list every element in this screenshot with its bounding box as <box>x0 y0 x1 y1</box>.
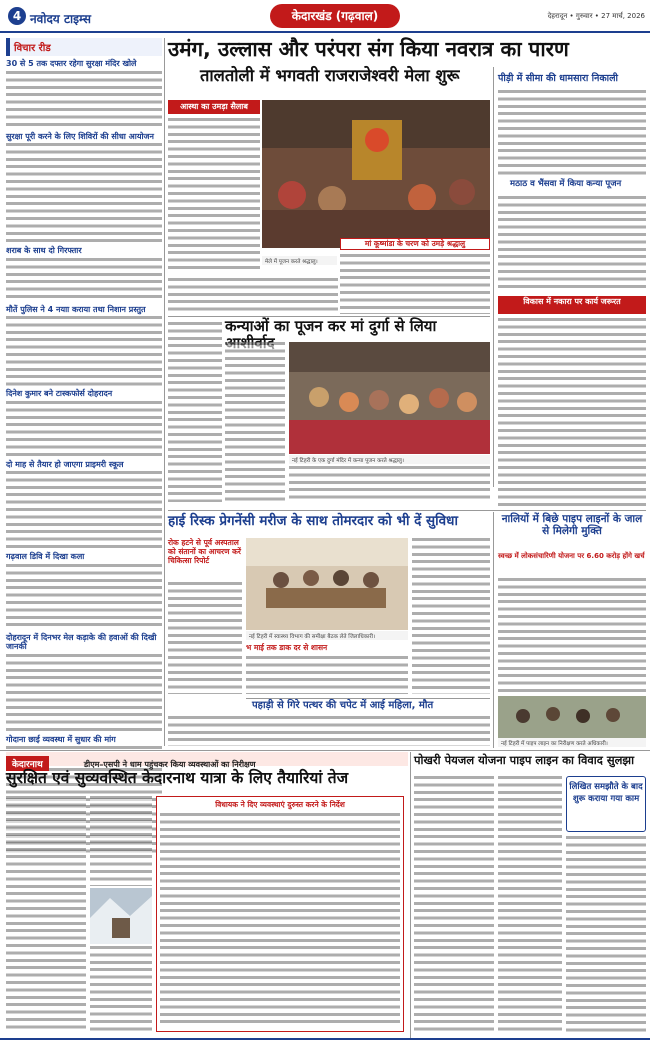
kedarnath-strap: डीएम–एसपी ने धाम पहुंचकर किया व्यवस्थाओं का निरीक्षण <box>83 760 256 769</box>
footer-rule <box>0 1038 650 1040</box>
pokhri-body-2 <box>498 776 562 1032</box>
left-story-body <box>6 401 162 457</box>
main-banner-headline: उमंग, उल्लास और परंपरा संग किया नवरात्र का पारण <box>168 37 569 61</box>
page-number-badge <box>8 7 26 25</box>
left-story-headline: शराब के साथ दो गिरफ्तार <box>6 246 82 255</box>
kanya-body-col2 <box>225 342 285 502</box>
left-story-headline: गढ़वाल डिवि में दिखा कला <box>6 552 85 561</box>
mela-quote-box <box>340 238 490 250</box>
risk-boxed-head: भ माई तक डाक दर से शासन <box>246 643 328 652</box>
left-column <box>6 38 162 746</box>
pokhri-body-3 <box>566 836 646 1032</box>
kedarnath-body-1 <box>6 796 86 1032</box>
right-top-body-2 <box>498 196 646 292</box>
left-story-headline: दिनेश कुमार बने टास्कफोर्स दोहरादन <box>6 389 113 398</box>
left-story <box>6 633 162 732</box>
pokhri-quote: लिखित समझौते के बाद शुरू कराया गया काम <box>569 782 643 804</box>
kanya-body-left <box>168 322 222 502</box>
mela-photo <box>262 100 490 248</box>
left-story-headline: दोहरादून में दिनभर मेल कड़ाके की हवाओं की दिखी जानकी <box>6 632 157 651</box>
mela-kicker <box>168 100 260 114</box>
kanya-body-below-photo <box>289 466 490 502</box>
left-story <box>6 389 162 457</box>
pokhri-headline: पोखरी पेयजल योजना पाइप लाइन का विवाद सुलझा <box>414 753 635 767</box>
pokhri-divider <box>410 752 411 1038</box>
kedarnath-strap-bar <box>6 752 408 770</box>
kanya-photo-graphic <box>289 342 490 454</box>
pipe-divider <box>493 512 494 748</box>
left-story-headline: 30 से 5 तक दफ्तर रहेगा सुरक्षा मंदिर खोले <box>6 59 137 68</box>
kedarnath-top-rule <box>0 750 650 751</box>
mela-photo-caption: मेले में पूजन करते श्रद्धालु। <box>262 256 337 265</box>
left-story <box>6 305 162 387</box>
right-mid-body <box>498 318 646 508</box>
kedarnath-inset-body <box>157 813 403 1027</box>
kedarnath-body-2 <box>90 796 152 886</box>
mela-body-cols <box>168 278 338 314</box>
left-story-body <box>6 258 162 302</box>
left-section-label: विचार रीड <box>6 38 162 56</box>
pipe-bullet <box>498 552 646 574</box>
accident-body <box>168 716 490 746</box>
accident-headline: पहाड़ी से गिरे पत्थर की चपेट में आई महिला, मौत <box>252 700 434 711</box>
risk-body-mid <box>246 656 408 694</box>
pokhri-body-1 <box>414 776 494 1032</box>
left-story <box>6 132 162 244</box>
kanya-photo <box>289 342 490 454</box>
pipe-photo-caption: नई टिहरी में पाइप लाइन का निरीक्षण करते अधिकारी। <box>498 738 646 747</box>
kanya-headline: कन्याओं का पूजन कर मां दुर्गा से लिया <box>225 317 437 335</box>
kedarnath-photo <box>90 888 152 944</box>
masthead <box>0 0 650 33</box>
section-name: केदारखंड (गढ़वाल) <box>291 9 379 23</box>
page-number: 4 <box>12 9 22 23</box>
risk-photo <box>246 538 408 630</box>
left-story-list <box>6 59 162 856</box>
kedarnath-inset-headline: विधायक ने दिए व्यवस्थाएं दुरुस्त करने के निर्देश <box>215 800 345 809</box>
right-mid-box <box>498 296 646 314</box>
kedarnath-inset <box>156 796 404 1032</box>
left-story-body <box>6 143 162 243</box>
left-story <box>6 59 162 129</box>
left-story-body <box>6 316 162 386</box>
pipe-headline: नालियों में बिछे पाइप लाइनों के जाल से मिलेगी मुक्ति <box>501 513 643 537</box>
left-story <box>6 246 162 302</box>
risk-body-left <box>168 582 242 694</box>
mela-body-left <box>168 118 260 273</box>
left-column-divider <box>164 38 165 746</box>
risk-photo-caption: नई टिहरी में स्वास्थ्य विभाग की समीक्षा बैठक लेते जिलाधिकारी। <box>246 631 408 640</box>
right-top-headline: पीड़ी में सीमा की धामसारा निकाली <box>498 73 619 84</box>
risk-photo-graphic <box>246 538 408 630</box>
kedarnath-section-tag: केदारनाथ <box>6 756 49 771</box>
risk-sub-bullet-text: रोक हटने से पूर्व अस्पताल को संतानों का आचरण करें चिकित्सा रिपोर्ट <box>168 538 241 565</box>
mela-quote: मां कूष्मांडा के चरण को उमड़े श्रद्धालु <box>364 239 466 248</box>
section-tab <box>270 4 400 28</box>
pipe-bullet-text: स्वच्छ में लोकसंचारिणी योजना पर 6.60 करोड़ होंगे खर्च <box>498 552 645 560</box>
risk-sub-bullet <box>168 538 242 578</box>
left-story-body <box>6 471 162 549</box>
left-story-body <box>6 654 162 732</box>
dateline: देहरादून • गुरुवार • 27 मार्च, 2026 <box>547 12 645 20</box>
right-mid-headline: विकास में नकारा पर कार्य जरूरत <box>523 297 621 306</box>
left-story <box>6 460 162 550</box>
mela-headline: तालतोली में भगवती राजराजेश्वरी मेला शुरू <box>200 66 460 85</box>
kedarnath-photo-graphic <box>90 888 152 944</box>
kedarnath-headline: सुरक्षित एवं सुव्यवस्थित केदारनाथ यात्रा के लिए तैयारियां तेज <box>6 769 349 787</box>
mela-kicker-text: आस्था का उमड़ा सैलाब <box>180 102 248 111</box>
pipe-body <box>498 578 646 694</box>
right-top-subhead: मठाठ व भैंसवा में किया कन्या पूजन <box>510 179 622 189</box>
left-story-body <box>6 564 162 630</box>
right-column-divider <box>493 67 494 487</box>
pipe-photo-graphic <box>498 696 646 738</box>
risk-headline: हाई रिस्क प्रेगनेंसी मरीज के साथ तोमरदार को भी दें सुविधा <box>168 513 458 529</box>
paper-name: नवोदय टाइम्स <box>30 12 92 26</box>
left-story-headline: सुरक्षा पूरी करने के लिए शिविरों की सीधा आयोजन <box>6 131 154 141</box>
kedarnath-body-3 <box>90 946 152 1032</box>
mela-body-right <box>340 254 490 314</box>
right-top-body <box>498 90 646 175</box>
accident-top-rule <box>246 698 490 699</box>
mela-photo-graphic <box>262 100 490 248</box>
left-story-headline: दो माह से तैयार हो जाएगा प्राइमरी स्कूल <box>6 459 124 469</box>
kanya-photo-caption: नई टिहरी के एक दुर्गा मंदिर में कन्या पूजन करते श्रद्धालु। <box>289 455 490 464</box>
risk-body-right <box>412 538 490 694</box>
left-story-body <box>6 71 162 129</box>
pokhri-quote-box <box>566 776 646 832</box>
left-story-headline: गोदाना छाई व्यवस्था में सुधार की मांग <box>6 734 116 744</box>
risk-top-rule <box>168 510 646 511</box>
left-story-headline: मौतें पुलिस ने 4 नयाा कराया तथा निशान प्रस्तुत <box>6 304 146 314</box>
pipe-photo <box>498 696 646 738</box>
left-story <box>6 552 162 630</box>
